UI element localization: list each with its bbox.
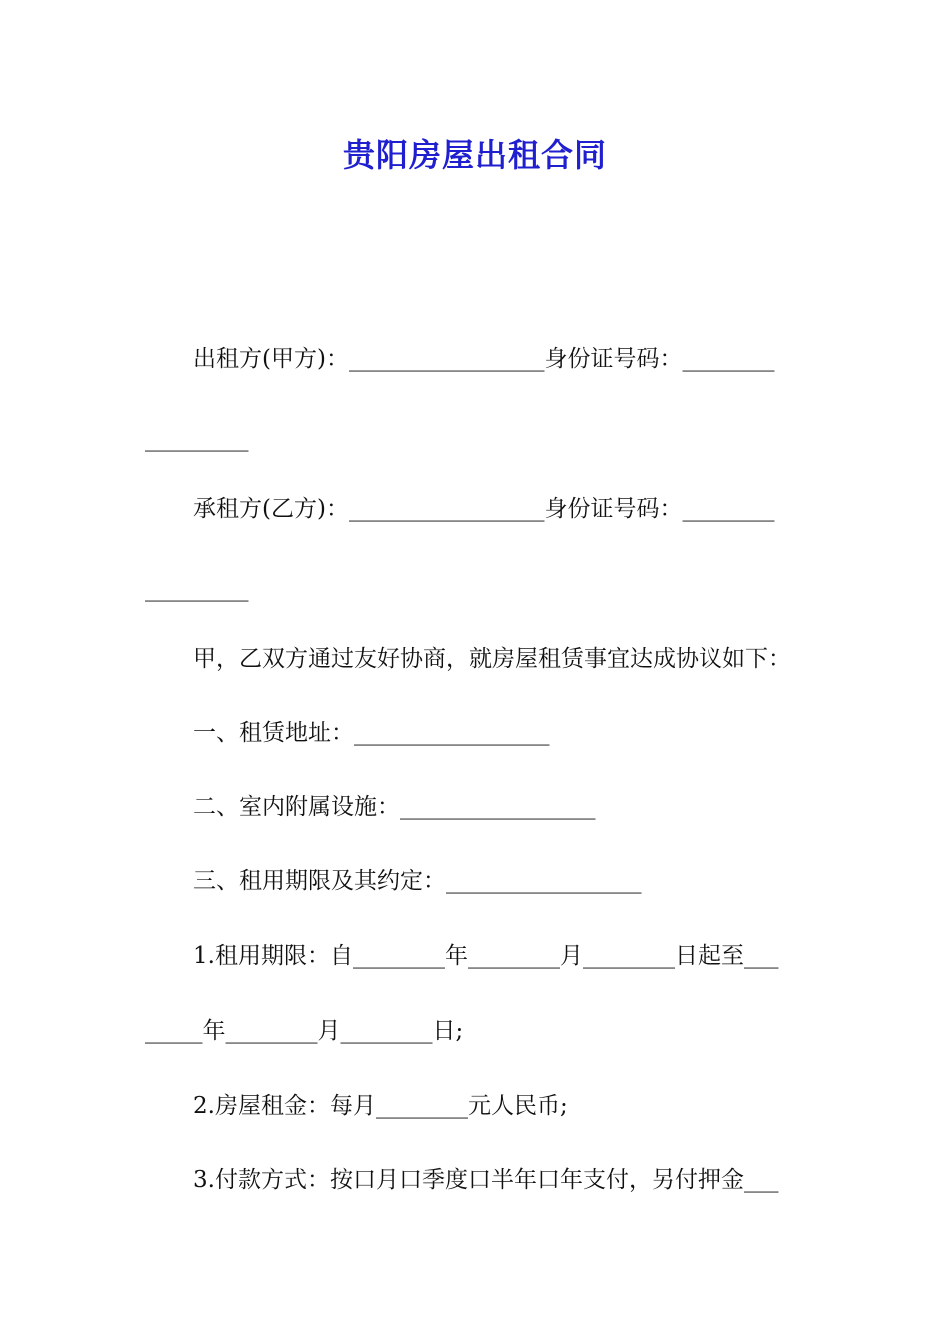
agreement-intro: 甲，乙双方通过友好协商，就房屋租赁事宜达成协议如下：: [193, 646, 791, 672]
term-period-line: 1.租用期限：自________年________月________日起至___: [193, 943, 779, 969]
party-a-line: 出租方(甲方)：_________________身份证号码：________: [193, 346, 775, 372]
clause-2-facilities: 二、室内附属设施：_________________: [193, 794, 596, 820]
term-period-line-continued: _____年________月________日;: [145, 1018, 464, 1044]
party-b-line-continued: _________: [145, 576, 249, 602]
clause-1-address: 一、租赁地址：_________________: [193, 720, 550, 746]
clause-3-term: 三、租用期限及其约定：_________________: [193, 868, 642, 894]
payment-method-line: 3.付款方式：按口月口季度口半年口年支付，另付押金___: [193, 1167, 779, 1193]
rent-amount-line: 2.房屋租金：每月________元人民币;: [193, 1093, 568, 1119]
party-b-line: 承租方(乙方)：_________________身份证号码：________: [193, 496, 775, 522]
party-a-line-continued: _________: [145, 426, 249, 452]
document-title: 贵阳房屋出租合同: [342, 136, 607, 174]
